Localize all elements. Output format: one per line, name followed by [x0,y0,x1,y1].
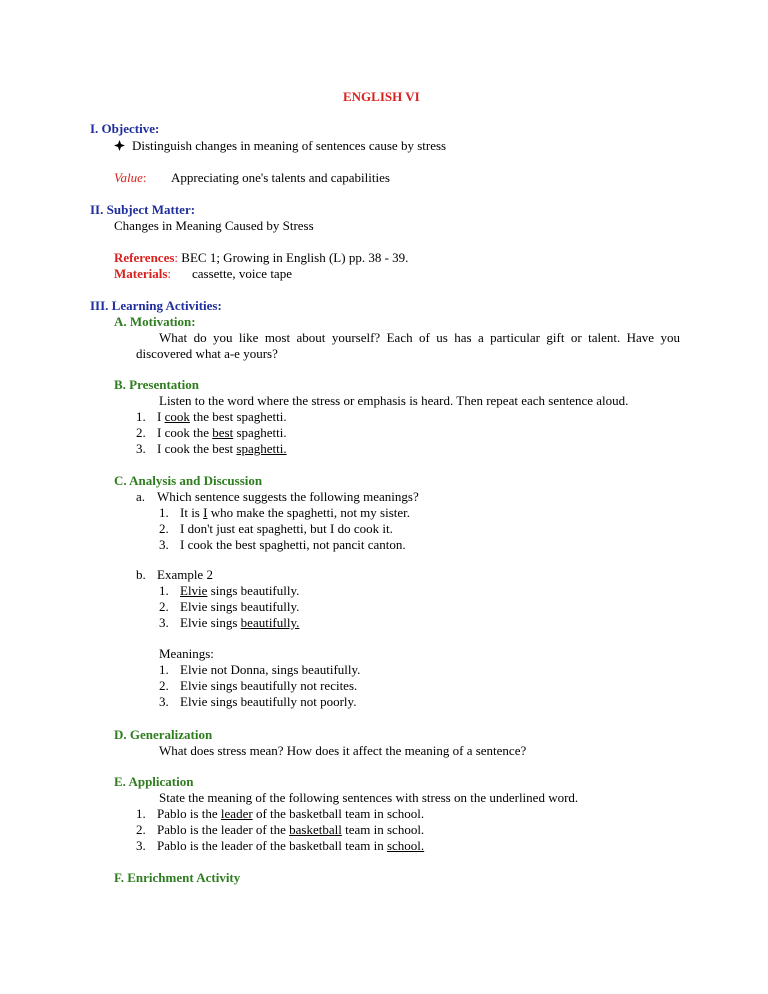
generalization-heading: D. Generalization [114,727,213,742]
subject-heading: II. Subject Matter: [90,202,196,217]
document-title: ENGLISH VI [343,89,420,104]
application-item: 1. Pablo is the leader of the basketball team in school. [136,806,425,821]
example-item: 2. Elvie sings beautifully. [159,599,300,614]
analysis-heading: C. Analysis and Discussion [114,473,263,488]
generalization-question: What does stress mean? How does it affect the meaning of a sentence? [159,743,527,758]
stressed-word: cook [164,409,190,424]
subject-topic: Changes in Meaning Caused by Stress [114,218,314,233]
value-label: Value [114,170,143,185]
analysis-question: a. Which sentence suggests the following meanings? [136,489,419,504]
example-item: 1. Elvie sings beautifully. [159,583,300,598]
meaning-item: 2. Elvie sings beautifully not recites. [159,678,358,693]
meaning-item: 1. Elvie not Donna, sings beautifully. [159,662,361,677]
presentation-instruction: Listen to the word where the stress or emphasis is heard. Then repeat each sentence aloud. [159,393,629,408]
materials-label: Materials [114,266,168,281]
meaning-item: 3. Elvie sings beautifully not poorly. [159,694,357,709]
stressed-word: beautifully. [240,615,300,630]
presentation-heading: B. Presentation [114,377,199,392]
stressed-word: Elvie [180,583,208,598]
stressed-word: school. [386,838,425,853]
activities-heading: III. Learning Activities: [90,298,222,313]
stressed-word: leader [220,806,253,821]
motivation-line-1: What do you like most about yourself? Each of us has a particular gift or talent. Have you [159,330,680,345]
objective-item [114,138,446,154]
application-item: 2. Pablo is the leader of the basketball team in school. [136,822,425,837]
enrichment-heading: F. Enrichment Activity [114,870,241,885]
presentation-item: 1. I cook the best spaghetti. [136,409,287,424]
example-item: 3. Elvie sings beautifully. [159,615,300,630]
value-text: Appreciating one's talents and capabilities [171,170,390,185]
example-title: b. Example 2 [136,567,213,582]
analysis-item: 1. It is I who make the spaghetti, not my sister. [159,505,411,520]
meanings-label: Meanings: [159,646,214,661]
objective-text: Distinguish changes in meaning of sentences cause by stress [132,138,447,153]
materials-line: Materials: [114,266,172,281]
application-heading: E. Application [114,774,194,789]
motivation-heading: A. Motivation: [114,314,196,329]
analysis-item: 3. I cook the best spaghetti, not pancit canton. [159,537,406,552]
motivation-line-2: discovered what a-e yours? [136,346,278,361]
analysis-item: 2. I don't just eat spaghetti, but I do cook it. [159,521,393,536]
stressed-word: basketball [289,822,342,837]
references-line: References: BEC 1; Growing in English (L) pp. 38 - 39. [114,250,409,265]
stressed-word: I [203,505,208,520]
stressed-word: spaghetti. [236,441,287,456]
materials-text: cassette, voice tape [192,266,292,281]
diamond-bullet-icon [114,138,126,154]
objective-heading: I. Objective: [90,121,160,136]
application-instruction: State the meaning of the following sentences with stress on the underlined word. [159,790,579,805]
presentation-item: 2. I cook the best spaghetti. [136,425,287,440]
references-text: BEC 1; Growing in English (L) pp. 38 - 39. [181,250,409,265]
presentation-item: 3. I cook the best spaghetti. [136,441,287,456]
application-item: 3. Pablo is the leader of the basketball team in school. [136,838,425,853]
references-label: References [114,250,175,265]
value-line: Value: [114,170,147,185]
stressed-word: best [212,425,234,440]
